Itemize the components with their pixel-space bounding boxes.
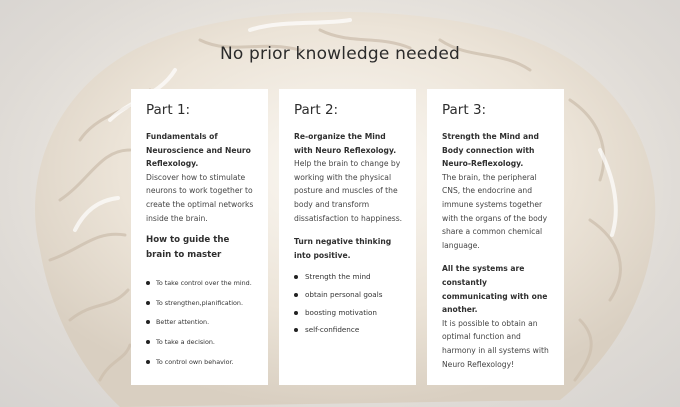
- list-item: obtain personal goals: [294, 290, 404, 308]
- list-item: Better attention.: [146, 317, 256, 337]
- card-title: Part 2:: [294, 102, 339, 118]
- list-item: Strength the mind: [294, 272, 404, 290]
- card-body-secondary: It is possible to obtain an optimal function and harmony in all systems with Neuro Reflexology!: [442, 318, 549, 369]
- list-item: To strengthen,planification.: [146, 298, 256, 318]
- card-sub-heading: All the systems are constantly communicating with one another.: [442, 264, 548, 315]
- card-body: The brain, the peripheral CNS, the endocrine and immune systems together with the organs of the body share a common chemical language.: [442, 172, 548, 250]
- card-title: Part 3:: [442, 102, 487, 118]
- card-heading: Re-organize the Mind with Neuro Reflexology.: [294, 132, 397, 155]
- part-2-card: [279, 89, 416, 385]
- part-1-card: [131, 89, 268, 385]
- part-3-card: [427, 89, 564, 385]
- card-sub-heading: Turn negative thinking into positive.: [294, 237, 392, 260]
- bullet-list: [146, 278, 256, 376]
- list-item: boosting motivation: [294, 308, 404, 326]
- card-heading: Strength the Mind and Body connection with Neuro-Reflexology.: [442, 132, 539, 169]
- card-body: Help the brain to change by working with the physical posture and muscles of the body and transform dissatisfaction to happiness.: [294, 159, 403, 223]
- list-item: self-confidence: [294, 325, 404, 343]
- card-heading: Fundamentals of Neuroscience and Neuro Reflexology.: [146, 132, 251, 169]
- page-title: No prior knowledge needed: [219, 44, 461, 64]
- bullet-list: [294, 272, 404, 342]
- card-body: Discover how to stimulate neurons to work together to create the optimal networks inside the brain.: [146, 172, 254, 223]
- list-item: To take a decision.: [146, 337, 256, 357]
- list-item: To take control over the mind.: [146, 278, 256, 298]
- card-sub-heading: How to guide the brain to master: [146, 235, 230, 261]
- card-title: Part 1:: [146, 102, 191, 118]
- list-item: To control own behavior.: [146, 357, 256, 377]
